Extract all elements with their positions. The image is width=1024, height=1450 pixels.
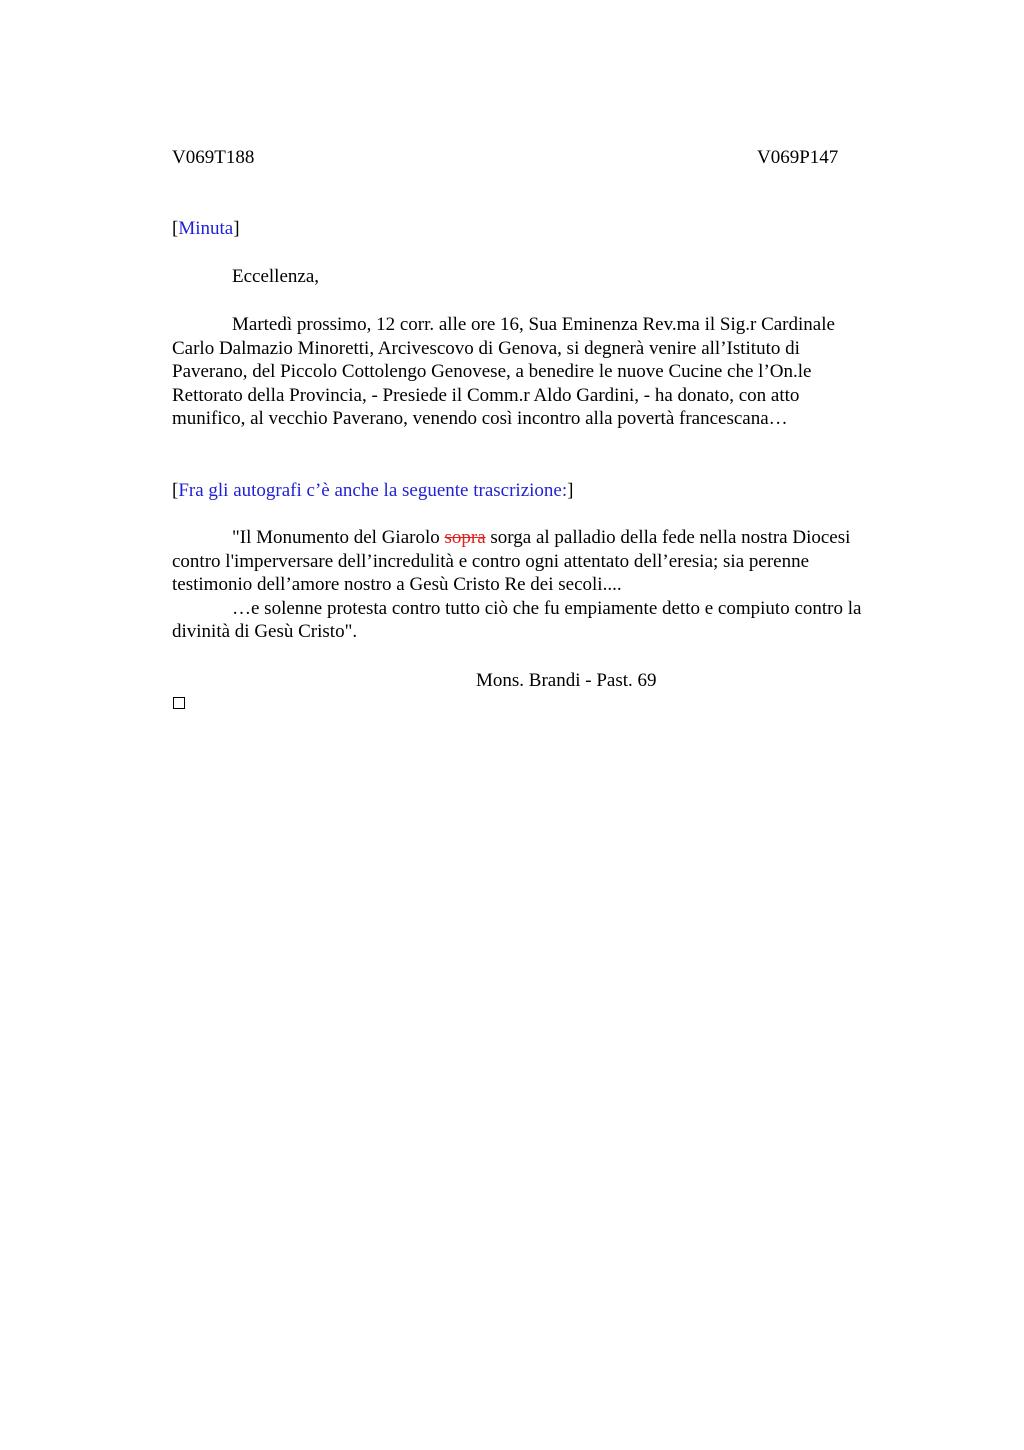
minuta-label: Minuta — [178, 218, 234, 239]
letter-line: Paverano, del Piccolo Cottolengo Genovese, a benedire le nuove Cucine che l’On.le — [172, 361, 812, 382]
letter-line: munifico, al vecchio Paverano, venendo così incontro alla povertà francescana… — [172, 408, 788, 429]
document-code-right: V069P147 — [757, 147, 839, 168]
document-code-left: V069T188 — [172, 147, 255, 168]
quote-text: sorga al palladio della fede nella nostra Diocesi — [485, 527, 851, 548]
letter-line: Rettorato della Provincia, - Presiede il Comm.r Aldo Gardini, - ha donato, con atto — [172, 384, 800, 406]
quote-line: divinità di Gesù Cristo". — [172, 621, 358, 642]
minuta-close-bracket: ] — [233, 218, 240, 239]
quote-line: testimonio dell’amore nostro a Gesù Cristo Re dei secoli.... — [172, 574, 622, 595]
checkbox-square — [173, 697, 185, 709]
transcription-note — [172, 479, 573, 503]
note-open-bracket: [ — [172, 480, 179, 501]
note-label: Fra gli autografi c’è anche la seguente trascrizione: — [178, 480, 568, 501]
minuta-note — [172, 217, 240, 241]
quote-text: "Il Monumento del Giarolo — [232, 527, 445, 548]
salutation: Eccellenza, — [232, 266, 320, 287]
quote-line: …e solenne protesta contro tutto ciò che fu empiamente detto e compiuto contro la — [232, 597, 862, 619]
letter-line: Martedì prossimo, 12 corr. alle ore 16, Sua Eminenza Rev.ma il Sig.r Cardinale — [232, 314, 835, 335]
quoted-transcription — [172, 526, 932, 644]
note-close-bracket: ] — [567, 480, 574, 501]
letter-body — [172, 313, 932, 431]
letter-line: Carlo Dalmazio Minoretti, Arcivescovo di Genova, si degnerà venire all’Istituto di — [172, 337, 800, 359]
signature: Mons. Brandi - Past. 69 — [476, 670, 657, 691]
deleted-word: sopra — [444, 527, 486, 548]
minuta-open-bracket: [ — [172, 218, 179, 239]
quote-line — [172, 526, 932, 550]
quote-line: contro l'imperversare dell’incredulità e contro ogni attentato dell’eresia; sia perenne — [172, 550, 810, 572]
